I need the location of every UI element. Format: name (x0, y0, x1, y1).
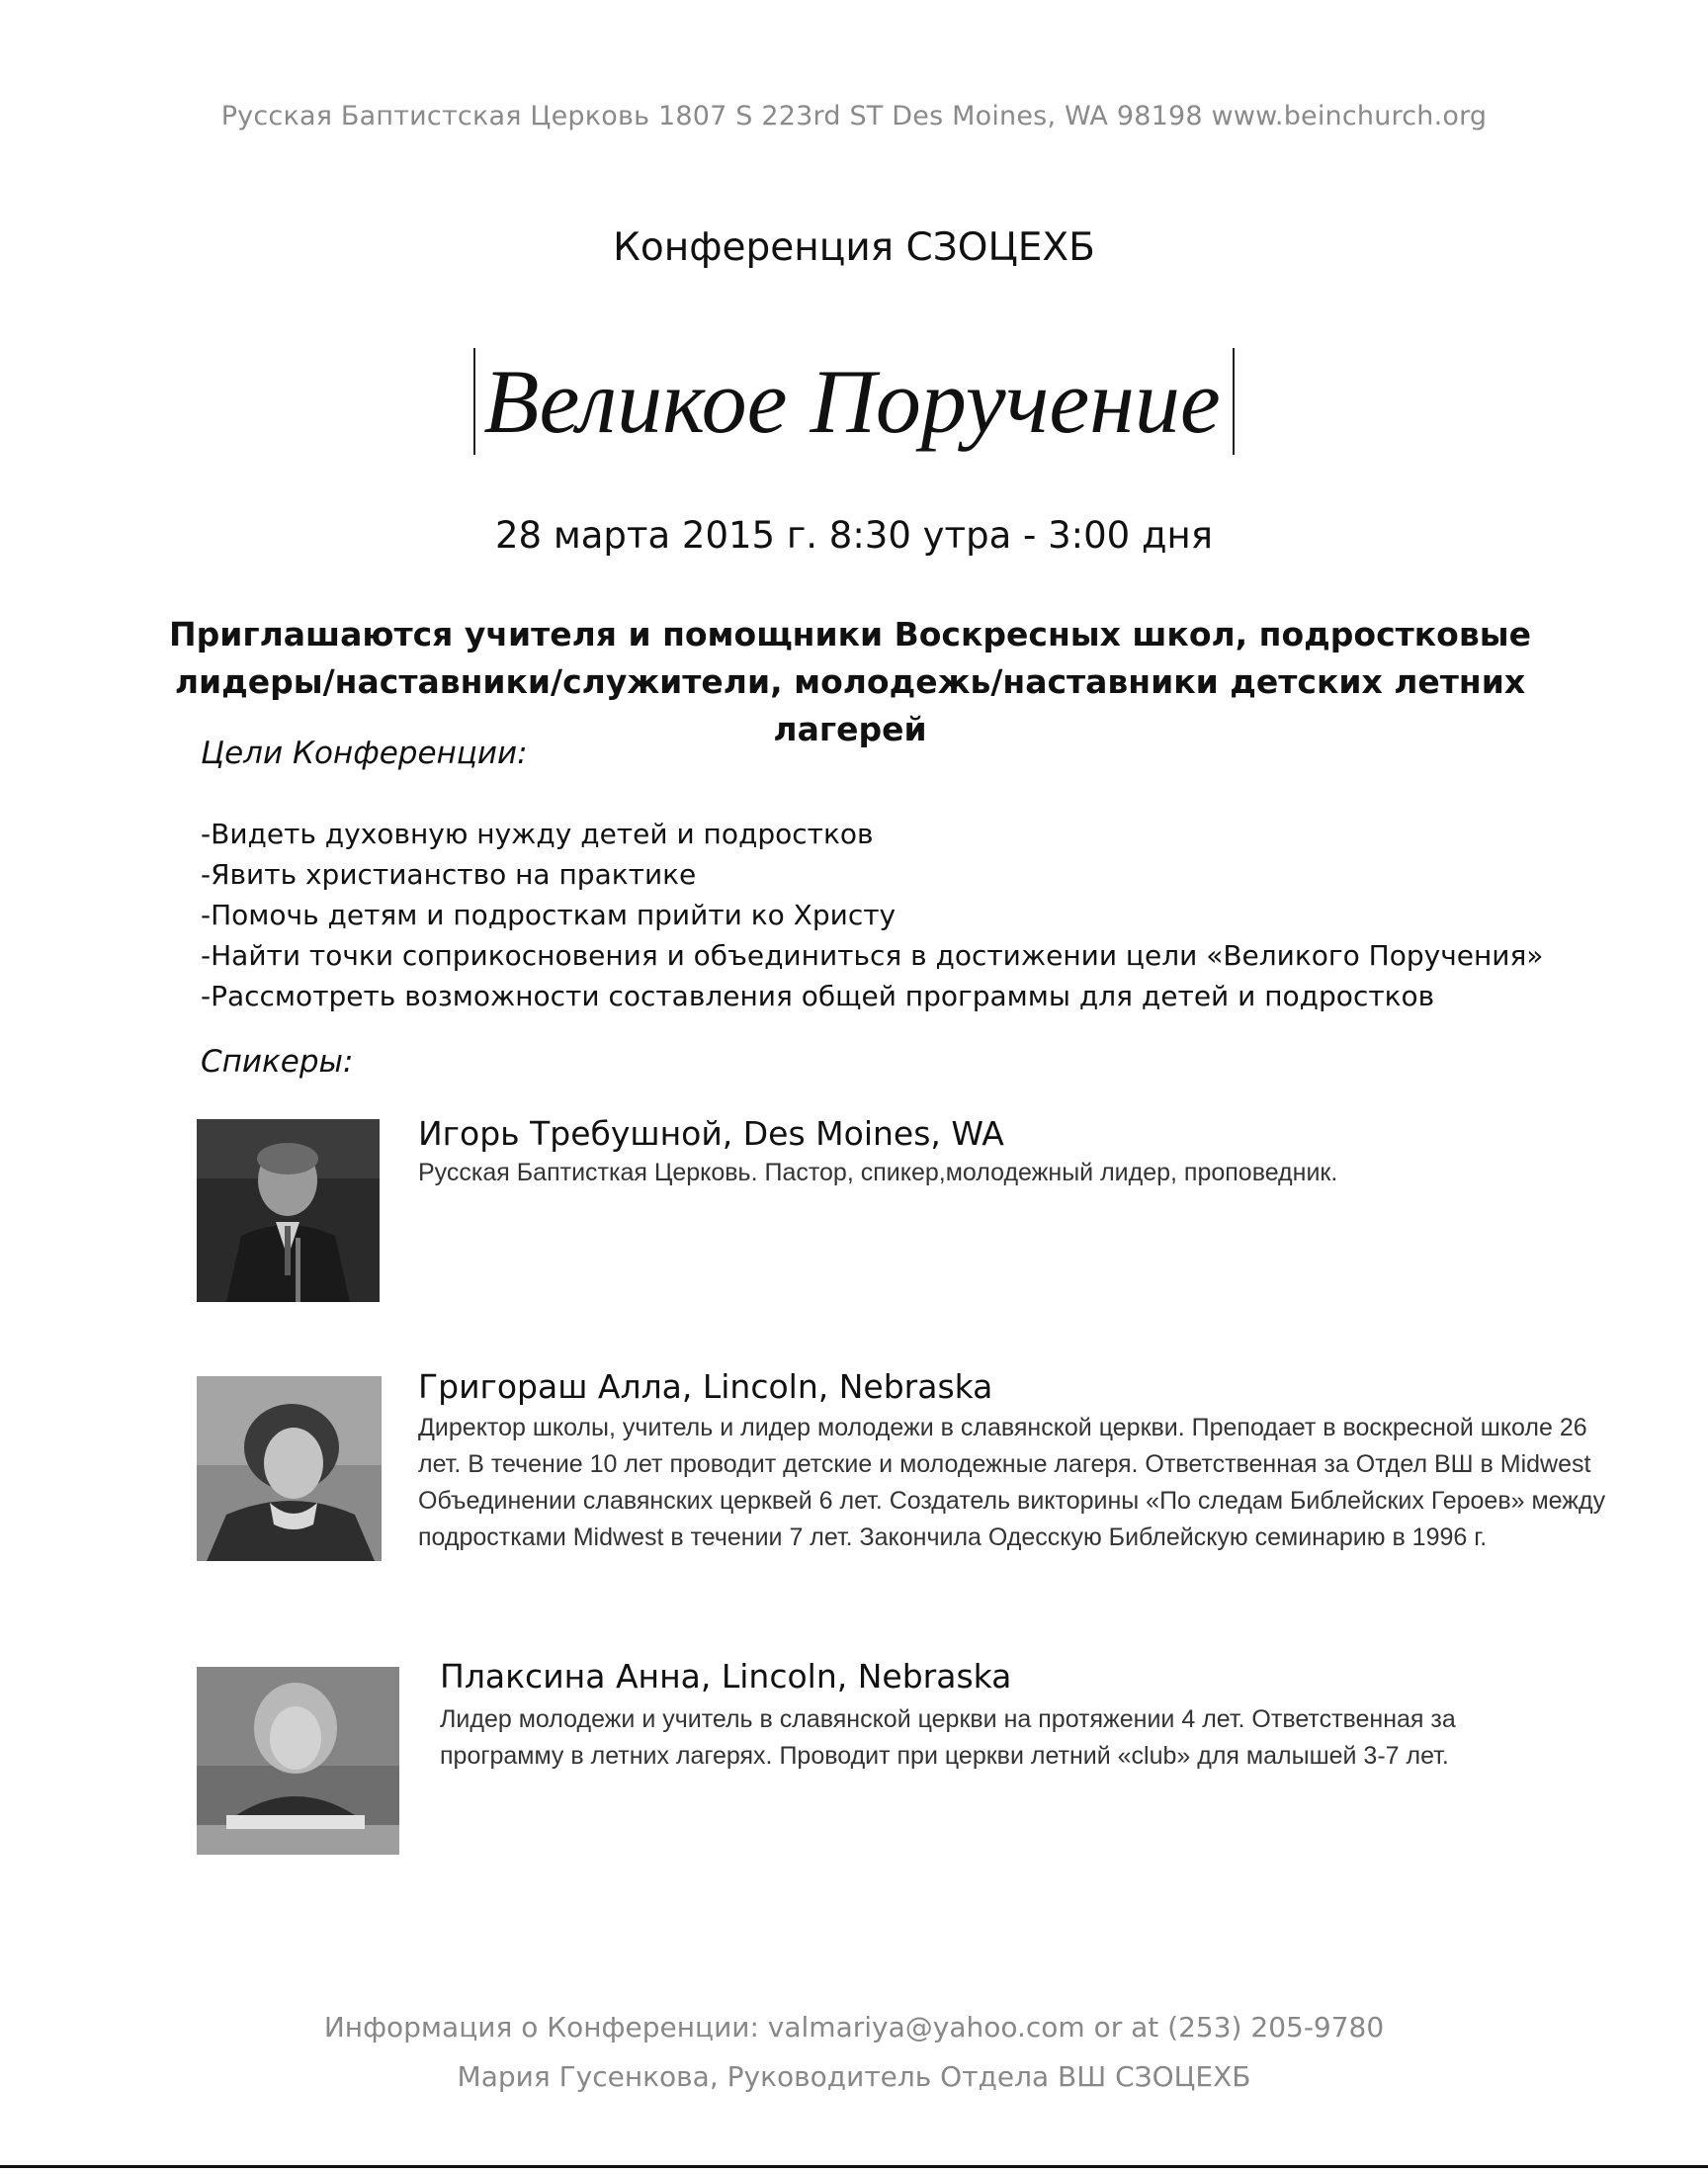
main-title-wrap (0, 348, 1708, 455)
goals-list (201, 814, 1543, 1016)
speakers-heading: Спикеры: (201, 1044, 354, 1080)
speaker-name: Игорь Требушной, Des Moines, WA (418, 1114, 1004, 1153)
speaker-description: Директор школы, учитель и лидер молодежи в славянской церкви. Преподает в воскресной школе 26 лет. В течение 10 лет проводит детские и молодежные лагеря. Ответственная за Отдел ВШ в Midwest Объединении славянских церквей 6 лет. Создатель викторины «По следам Библейских Героев» между подростками Midwest в течении 7 лет. Закончила Одесскую Библейскую семинарию в 1996 г. (418, 1414, 1606, 1551)
speaker-description: Лидер молодежи и учитель в славянской церкви на протяжении 4 лет. Ответственная за программу в летних лагерях. Проводит при церкви летний «club» для малышей 3-7 лет. (440, 1705, 1456, 1770)
goal-item: -Найти точки соприкосновения и объединиться в достижении цели «Великого Поручения» (201, 939, 1544, 972)
header-address-line: Русская Баптистская Церковь 1807 S 223rd ST Des Moines, WA 98198 www.beinchurch.org (220, 101, 1488, 131)
speaker-photo-trebushnoy (197, 1119, 380, 1302)
speaker-name: Григораш Алла, Lincoln, Nebraska (418, 1367, 993, 1406)
speaker-photo-grigorash (197, 1376, 382, 1561)
goal-item: -Рассмотреть возможности составления общей программы для детей и подростков (201, 980, 1435, 1012)
speaker-photo-plaksina (197, 1667, 399, 1855)
invitation-text: Приглашаются учителя и помощники Воскресных школ, подростковые лидеры/наставники/служители, молодежь/наставники детских летних лагерей (169, 615, 1531, 748)
goal-item: -Видеть духовную нужду детей и подростков (201, 818, 874, 850)
footer-contact: Информация о Конференции: valmariya@yahoo.com or at (253) 205-9780 (323, 2011, 1385, 2044)
goals-heading: Цели Конференции: (201, 736, 528, 771)
goal-item: -Явить христианство на практике (201, 858, 697, 891)
goal-item: -Помочь детям и подросткам прийти ко Христу (201, 899, 897, 931)
speaker-name: Плаксина Анна, Lincoln, Nebraska (440, 1657, 1012, 1696)
conference-label: Конференция СЗОЦЕХБ (613, 225, 1095, 270)
bottom-divider (0, 2165, 1708, 2168)
page-title: Великое Поручение (473, 348, 1234, 455)
event-date: 28 марта 2015 г. 8:30 утра - 3:00 дня (495, 514, 1213, 557)
footer-organizer: Мария Гусенкова, Руководитель Отдела ВШ СЗОЦЕХБ (457, 2060, 1251, 2093)
speaker-description: Русская Баптисткая Церковь. Пастор, спикер,молодежный лидер, проповедник. (418, 1159, 1338, 1186)
